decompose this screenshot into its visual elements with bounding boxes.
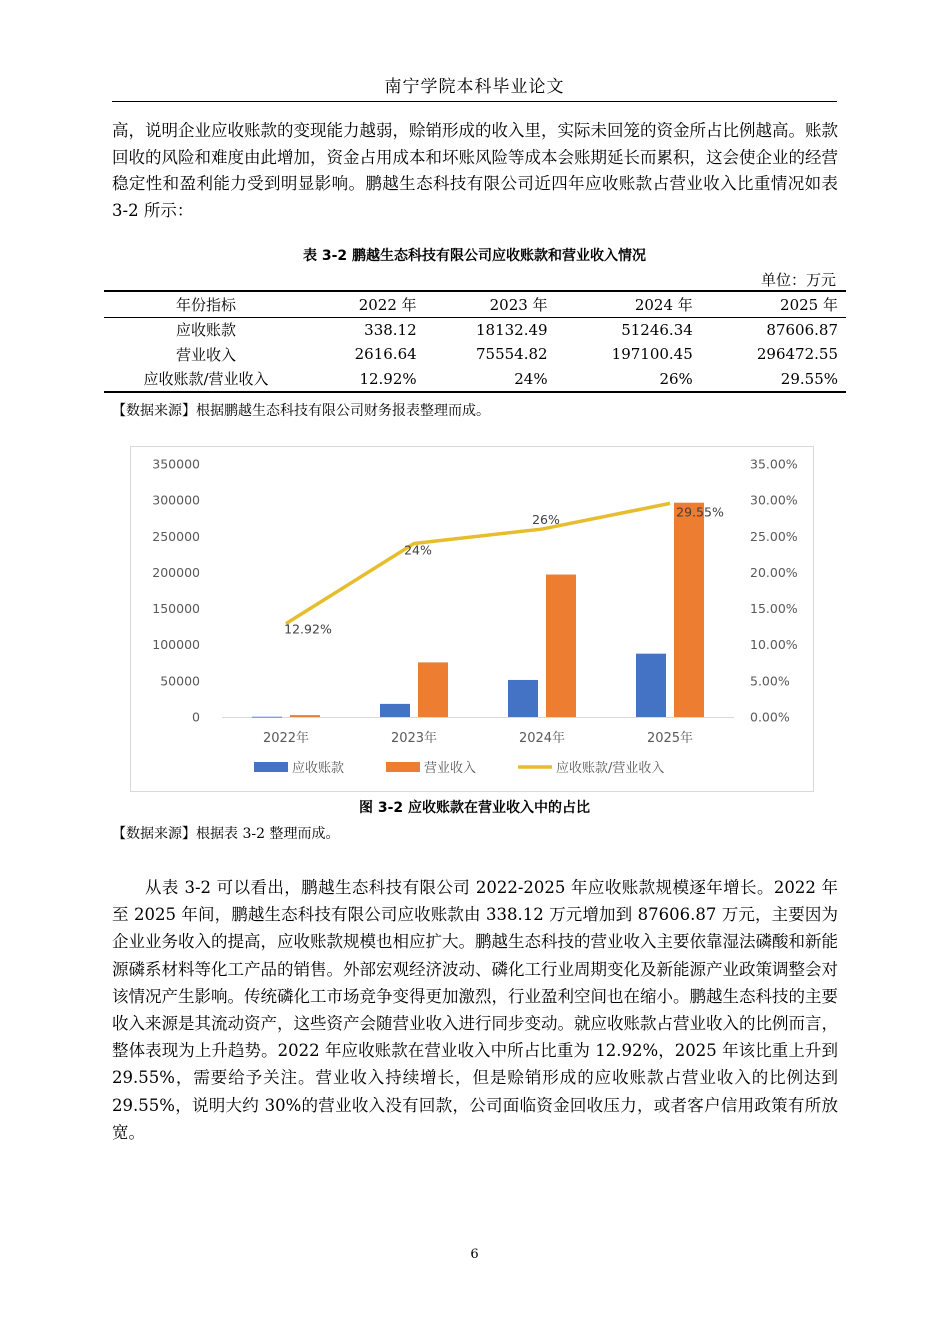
x-tick-label: 2025年 bbox=[646, 731, 694, 746]
table-cell: 75554.82 bbox=[476, 345, 548, 364]
data-table bbox=[104, 290, 846, 393]
y-right-tick-label: 20.00% bbox=[750, 564, 798, 580]
table-header-cell: 2025 年 bbox=[780, 295, 838, 314]
chart-frame bbox=[131, 447, 814, 792]
y-right-tick-label: 0.00% bbox=[750, 709, 790, 725]
table-cell: 29.55% bbox=[780, 369, 838, 388]
data-label: 24% bbox=[404, 542, 432, 558]
header-rule bbox=[112, 101, 837, 102]
y-left-tick-label: 150000 bbox=[152, 601, 200, 617]
table-title: 表 3-2 鹏越生态科技有限公司应收账款和营业收入情况 bbox=[302, 248, 647, 264]
table-cell: 296472.55 bbox=[756, 345, 838, 364]
table-header-cell: 2023 年 bbox=[489, 295, 548, 314]
table-header-cell: 2024 年 bbox=[634, 295, 693, 314]
x-tick-label: 2024年 bbox=[518, 731, 566, 746]
page-number: 6 bbox=[470, 1247, 479, 1262]
bar bbox=[508, 680, 538, 717]
table-header-row bbox=[104, 291, 846, 317]
y-right-tick-label: 10.00% bbox=[750, 637, 798, 653]
data-label: 29.55% bbox=[676, 504, 724, 520]
bar bbox=[380, 704, 410, 717]
y-left-tick-label: 250000 bbox=[152, 528, 200, 544]
combo-chart bbox=[130, 446, 814, 792]
y-left-tick-label: 100000 bbox=[152, 637, 200, 653]
table-cell: 18132.49 bbox=[476, 320, 548, 339]
table-cell: 197100.45 bbox=[611, 345, 693, 364]
table-row bbox=[104, 317, 846, 342]
figure-source-note: 【数据来源】根据表 3-2 整理而成。 bbox=[112, 826, 340, 842]
page-header: 南宁学院本科毕业论文 bbox=[384, 77, 565, 97]
legend-swatch bbox=[254, 762, 288, 772]
bar bbox=[546, 575, 576, 717]
table-unit: 单位：万元 bbox=[760, 271, 836, 289]
x-tick-label: 2022年 bbox=[262, 731, 310, 746]
table-cell: 24% bbox=[514, 369, 548, 388]
table-cell: 87606.87 bbox=[766, 320, 838, 339]
y-right-tick-label: 35.00% bbox=[750, 456, 798, 472]
y-right-tick-label: 5.00% bbox=[750, 673, 790, 689]
legend-swatch bbox=[386, 762, 420, 772]
y-left-tick-label: 50000 bbox=[160, 673, 200, 689]
data-label: 26% bbox=[532, 512, 560, 528]
table-cell: 营业收入 bbox=[175, 345, 236, 364]
body-paragraph: 从表 3-2 可以看出，鹏越生态科技有限公司 2022-2025 年应收账款规模逐年增长。2022 年至 2025 年间，鹏越生态科技有限公司应收账款由 338.12 万元增加到 87606.87 万元，主要因为企业业务收入的提高，应收账款规模也相应扩大。鹏越生态科技的营业收入主要依靠湿法磷酸和新能源磷系材料等化工产品的销售。外部宏观经济波动、磷化工行业周期变化及新能源产业政策调整会对该情况产生影响。传统磷化工市场竞争变得更加激烈，行业盈利空间也在缩小。鹏越生态科技的主要收入来源是其流动资产，这些资产会随营业收入进行同步变动。就应收账款占营业收入的比例而言，整体表现为上升趋势。2022 年应收账款在营业收入中所占比重为 12.92%，2025 年该比重上升到 29.55%，需要给予关注。营业收入持续增长，但是赊销形成的应收账款占营业收入的比例达到 29.55%，说明大约 30%的营业收入没有回款，公司面临资金回收压力，或者客户信用政策有所放宽。 bbox=[112, 878, 838, 1142]
y-left-tick-label: 300000 bbox=[152, 492, 200, 508]
y-left-tick-label: 0 bbox=[192, 709, 200, 725]
intro-paragraph: 高，说明企业应收账款的变现能力越弱，赊销形成的收入里，实际未回笼的资金所占比例越高。账款回收的风险和难度由此增加，资金占用成本和坏账风险等成本会账期延长而累积，这会使企业的经营稳定性和盈利能力受到明显影响。鹏越生态科技有限公司近四年应收账款占营业收入比重情况如表 3-2 所示： bbox=[112, 121, 838, 220]
y-right-tick-label: 15.00% bbox=[750, 601, 798, 617]
bar bbox=[290, 715, 320, 717]
y-left-tick-label: 350000 bbox=[152, 456, 200, 472]
legend-label: 应收账款/营业收入 bbox=[556, 761, 665, 776]
chart-svg bbox=[130, 446, 814, 792]
table-cell: 2616.64 bbox=[354, 345, 417, 364]
table-header-cell: 年份指标 bbox=[175, 295, 236, 314]
data-label: 12.92% bbox=[284, 621, 332, 637]
bar bbox=[636, 654, 666, 717]
table-cell: 338.12 bbox=[364, 320, 417, 339]
table-cell: 26% bbox=[659, 369, 693, 388]
table-cell: 12.92% bbox=[359, 369, 417, 388]
x-tick-label: 2023年 bbox=[390, 731, 438, 746]
table-cell: 51246.34 bbox=[621, 320, 693, 339]
table-row bbox=[104, 367, 846, 393]
y-left-tick-label: 200000 bbox=[152, 564, 200, 580]
table-header-cell: 2022 年 bbox=[358, 295, 417, 314]
table-cell: 应收账款/营业收入 bbox=[143, 370, 269, 389]
y-right-tick-label: 30.00% bbox=[750, 492, 798, 508]
legend-label: 营业收入 bbox=[424, 761, 477, 776]
figure-caption: 图 3-2 应收账款在营业收入中的占比 bbox=[358, 800, 591, 816]
bar bbox=[252, 717, 282, 718]
table-cell: 应收账款 bbox=[175, 321, 236, 340]
legend-label: 应收账款 bbox=[292, 761, 345, 776]
table-row bbox=[104, 342, 846, 367]
table-source-note: 【数据来源】根据鹏越生态科技有限公司财务报表整理而成。 bbox=[112, 403, 490, 419]
bar bbox=[674, 503, 704, 717]
bar bbox=[418, 662, 448, 717]
y-right-tick-label: 25.00% bbox=[750, 528, 798, 544]
